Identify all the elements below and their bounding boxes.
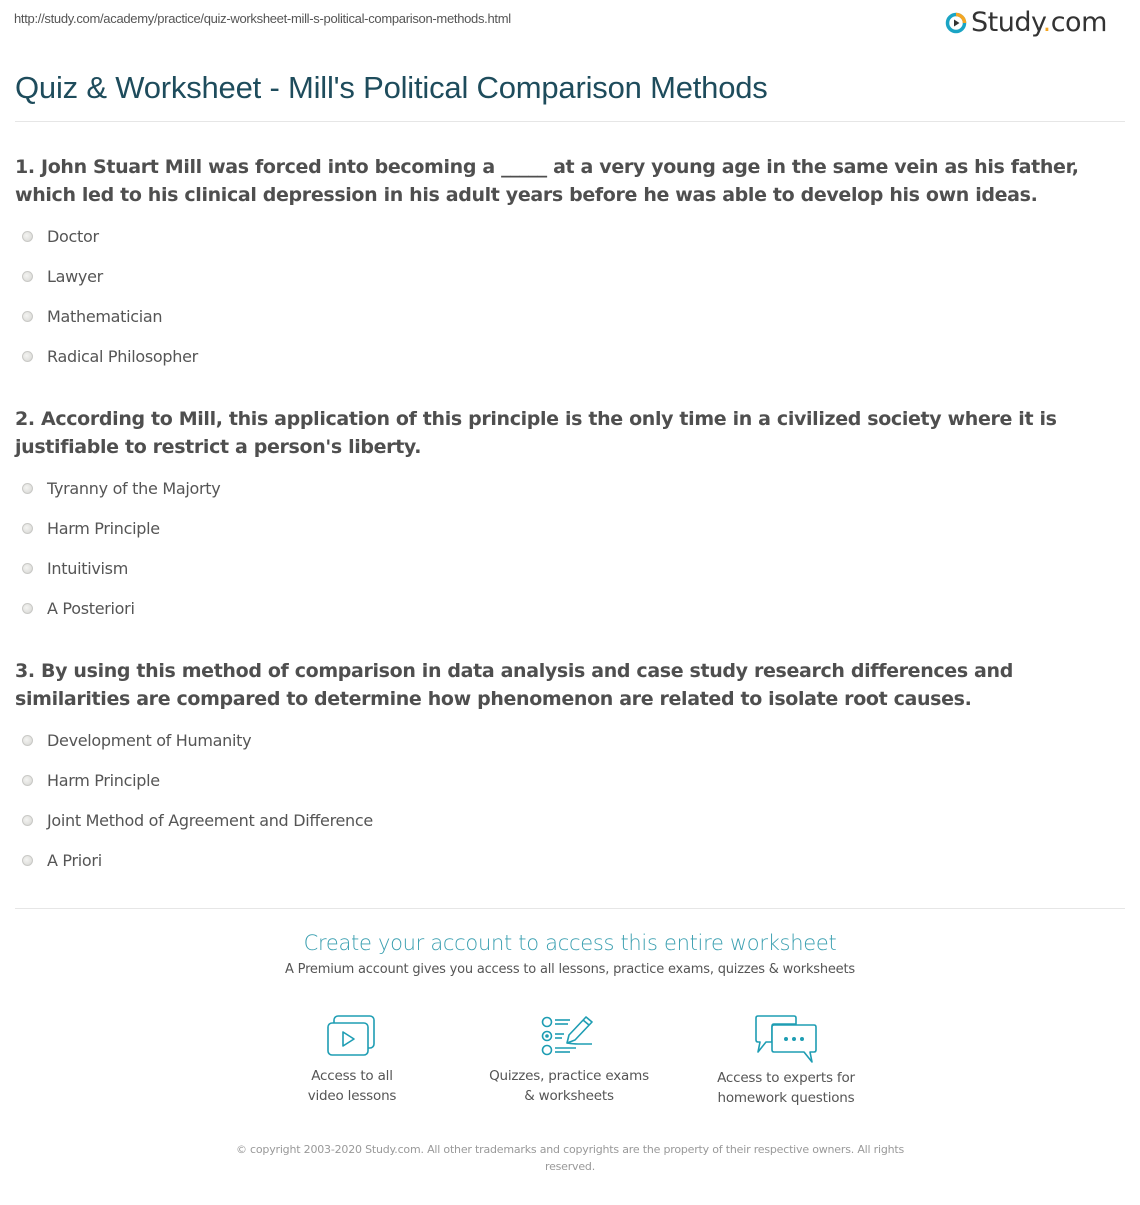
- feature-label: Access to all video lessons: [307, 1068, 397, 1104]
- answer-option[interactable]: A Posteriori: [22, 588, 220, 628]
- premium-description: A Premium account gives you access to all lessons, practice exams, quizzes & worksheets: [285, 962, 855, 977]
- radio-icon[interactable]: [22, 271, 33, 282]
- cta-divider: [15, 908, 1125, 909]
- answer-option[interactable]: Harm Principle: [22, 508, 220, 548]
- logo-wordmark: Study.com: [971, 7, 1107, 38]
- radio-icon[interactable]: [22, 311, 33, 322]
- question-1-text: 1. John Stuart Mill was forced into becoming a _____ at a very young age in the same vein as his father, which led to his clinical depression in his adult years before he was able to develop his own ideas.: [15, 156, 1079, 206]
- answer-option[interactable]: Development of Humanity: [22, 720, 373, 760]
- radio-icon[interactable]: [22, 523, 33, 534]
- answer-option[interactable]: Joint Method of Agreement and Difference: [22, 800, 373, 840]
- feature-label: Quizzes, practice exams & worksheets: [489, 1068, 649, 1104]
- answer-option[interactable]: Lawyer: [22, 256, 198, 296]
- video-lessons-icon: [326, 1014, 378, 1058]
- radio-icon[interactable]: [22, 735, 33, 746]
- quiz-checklist-icon: [540, 1014, 598, 1058]
- question-2-text: 2. According to Mill, this application of this principle is the only time in a civilized society where it is justifiable to restrict a person's liberty.: [15, 408, 1057, 458]
- radio-icon[interactable]: [22, 483, 33, 494]
- page-url: http://study.com/academy/practice/quiz-worksheet-mill-s-political-comparison-methods.html: [14, 11, 511, 26]
- feature-video-lessons: [252, 1014, 452, 1106]
- answer-option[interactable]: A Priori: [22, 840, 373, 880]
- feature-label: Access to experts for homework questions: [717, 1070, 855, 1106]
- question-3-answers: [22, 720, 373, 880]
- radio-icon[interactable]: [22, 603, 33, 614]
- answer-option[interactable]: Mathematician: [22, 296, 198, 336]
- radio-icon[interactable]: [22, 563, 33, 574]
- answer-option[interactable]: Tyranny of the Majorty: [22, 468, 220, 508]
- answer-option[interactable]: Intuitivism: [22, 548, 220, 588]
- radio-icon[interactable]: [22, 231, 33, 242]
- radio-icon[interactable]: [22, 351, 33, 362]
- study-com-logo[interactable]: [945, 8, 1107, 38]
- create-account-link[interactable]: Create your account to access this entire worksheet: [303, 931, 837, 955]
- radio-icon[interactable]: [22, 775, 33, 786]
- title-divider: [15, 121, 1125, 122]
- radio-icon[interactable]: [22, 855, 33, 866]
- feature-experts: [686, 1014, 886, 1108]
- answer-option[interactable]: Radical Philosopher: [22, 336, 198, 376]
- question-1-answers: [22, 216, 198, 376]
- answer-option[interactable]: Harm Principle: [22, 760, 373, 800]
- question-2-answers: [22, 468, 220, 628]
- feature-quizzes: [469, 1014, 669, 1106]
- page-title: Quiz & Worksheet - Mill's Political Comparison Methods: [15, 70, 768, 105]
- copyright-notice: © copyright 2003-2020 Study.com. All other trademarks and copyrights are the property of their respective owners. All rights reserved.: [235, 1143, 905, 1173]
- answer-option[interactable]: Doctor: [22, 216, 198, 256]
- question-3-text: 3. By using this method of comparison in data analysis and case study research differences and similarities are compared to determine how phenomenon are related to isolate root causes.: [15, 660, 1013, 710]
- play-circle-logo-icon: [945, 12, 967, 34]
- radio-icon[interactable]: [22, 815, 33, 826]
- chat-bubbles-icon: [754, 1014, 818, 1064]
